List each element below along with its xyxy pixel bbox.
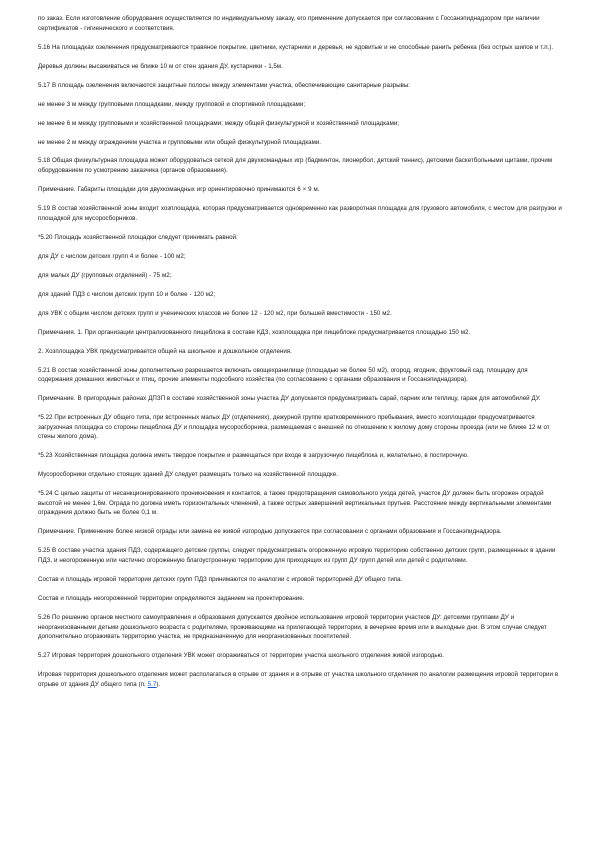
paragraph: 5.21 В состав хозяйственной зоны дополнительно разрешается включать овощехранилище (площадью не более 50 м2), огород, ягодник, фруктовый сад, площадку для содержания домашних животных и птиц, прочие элементы подсобного хозяйства (по согласованию с органами образования и Госсанэпиднадзора). xyxy=(38,366,528,384)
clause-reference-link[interactable]: 5.7 xyxy=(147,680,157,688)
note-paragraph: Примечание. Габариты площадки для двухкомандных игр ориентировочно принимаются 6 × 9 м. xyxy=(38,186,320,194)
paragraph: 5.27 Игровая территория дошкольного отделения УВК может огораживаться от территории участка школьного отделения живой изгородью. xyxy=(38,652,444,660)
paragraph-text-end: ). xyxy=(156,680,161,688)
paragraph: 5.25 В составе участка здания ПДЗ, содержащего детские группы, следует предусматривать огороженную игровую территорию собственно детских групп, размещенных в здании ПДЗ, и неогороженную или частично огороженную благоустроенную территорию для приходящих из групп ДУ групп детей или детей с родителями. xyxy=(38,547,556,564)
note-paragraph: Примечание. В пригородных районах ДПЗП в составе хозяйственной зоны участка ДУ допускается предусматривать сарай, парник или теплицу, гараж для автомобилей ДУ. xyxy=(38,395,541,403)
paragraph: 5.26 По решению органов местного самоуправления и образования допускается двойное использование игровой территории участков ДУ: детскими группами ДУ и неорганизованными детьми дошкольного возраста с родителями, проживающими на прилегающей территории, в вечернее время или в выходные дни. В этом случае следует дополнительно огораживать территорию участка, не предназначенную для неорганизованных посетителей. xyxy=(38,613,547,641)
document-page xyxy=(38,14,563,699)
note-paragraph: Примечания. 1. При организации централизованного пищеблока в составе КДЗ, хозплощадка при пищеблоке предусматривается площадью 150 м2. xyxy=(38,328,471,336)
paragraph: 5.16 На площадках озеленения предусматриваются травяное покрытие, цветники, кустарники и деревья, не ядовитые и не способные ранить ребенка (без острых шипов и т.п.). xyxy=(38,43,554,51)
paragraph: *5.23 Хозяйственная площадка должна иметь твердое покрытие и размещаться при входе в загрузочную пищеблока и, желательно, в постирочную. xyxy=(38,452,469,460)
paragraph-text: Игровая территория дошкольного отделения может располагаться в отрыве от здания и в отрыве от участка школьного отделения по аналогии размещения игровой территории в отрыве от здания ДУ общего типа (п. xyxy=(38,671,559,688)
paragraph: Состав и площадь неогороженной территории определяются заданием на проектирование. xyxy=(38,594,305,602)
paragraph: Состав и площадь игровой территории детских групп ПДЗ принимаются по аналогии с игровой территорией ДУ общего типа. xyxy=(38,575,403,583)
paragraph: 5.19 В состав хозяйственной зоны входит хозплощадка, которая предусматривается одновременно как разворотная площадка для грузового автомобиля, с местом для разгрузки и площадкой для мусоросборников. xyxy=(38,205,562,222)
paragraph: не менее 2 м между ограждением участка и групповыми или общей физкультурной площадками. xyxy=(38,138,322,146)
paragraph: не менее 6 м между групповыми и хозяйственной площадками; между общей физкультурной и хозяйственной площадками; xyxy=(38,119,399,127)
paragraph: для зданий ПДЗ с числом детских групп 10 и более - 120 м2; xyxy=(38,290,216,298)
paragraph: по заказ. Если изготовление оборудования осуществляется по индивидуальному заказу, его применение допускается при согласовании с Госсанэпиднадзором при наличии сертификатов - гигиенического и соответствия. xyxy=(38,15,540,32)
paragraph: для УВК с общим числом детских групп и ученических классов не более 12 - 120 м2, при большей вместимости - 150 м2. xyxy=(38,309,392,317)
paragraph: Деревья должны высаживаться не ближе 10 м от стен здания ДУ, кустарники - 1,5м. xyxy=(38,62,283,70)
paragraph-with-link xyxy=(38,670,563,689)
paragraph: Мусоросборники отдельно стоящих зданий ДУ следует размещать только на хозяйственной площадке. xyxy=(38,471,338,479)
paragraph: для ДУ с числом детских групп 4 и более - 100 м2; xyxy=(38,252,186,260)
paragraph: для малых ДУ (групповых отделений) - 75 м2; xyxy=(38,271,172,279)
paragraph: 5.18 Общая физкультурная площадка может оборудоваться сеткой для двухкомандных игр (бадминтон, пионербол, детский теннис), детскими баскетбольными щитами, прочим оборудованием по усмотрению заказчика (органов образования). xyxy=(38,157,553,175)
note-paragraph: Примечание. Применение более низкой ограды или замена ее живой изгородью допускается при согласовании с органами образования и Госсанэпиднадзора. xyxy=(38,528,502,536)
paragraph: *5.20 Площадь хозяйственной площадки следует принимать равной: xyxy=(38,233,238,241)
paragraph: *5.22 При встроенных ДУ общего типа, при встроенных малых ДУ (отделениях), дежурной группе кратковременного пребывания, вместо хозплощадки предусматривается загрузочная площадка со стороны пищеблока ДУ и площадка мусоросборника, размещаемая с внешней по отношению к жилому дому стороны проезда (или не ближе 12 м от стены жилого дома). xyxy=(38,414,550,441)
paragraph: *5.24 С целью защиты от несанкционированного проникновения и контактов, а также предотвращения самовольного ухода детей, участок ДУ должен быть огорожен оградой высотой не менее 1,6м. Ограда по должна иметь горизонтальных членений, а также острых завершений вертикальных прутьев. Расстояние между вертикальными элементами ограждения должно быть не более 0,1 м. xyxy=(38,490,552,517)
paragraph: 5.17 В площадь озеленения включаются защитные полосы между элементами участка, обеспечивающие санитарные разрывы: xyxy=(38,81,410,89)
paragraph: не менее 3 м между групповыми площадками, между групповой и спортивной площадками; xyxy=(38,100,306,108)
paragraph: 2. Хозплощадка УВК предусматривается общей на школьное и дошкольное отделения. xyxy=(38,347,292,355)
